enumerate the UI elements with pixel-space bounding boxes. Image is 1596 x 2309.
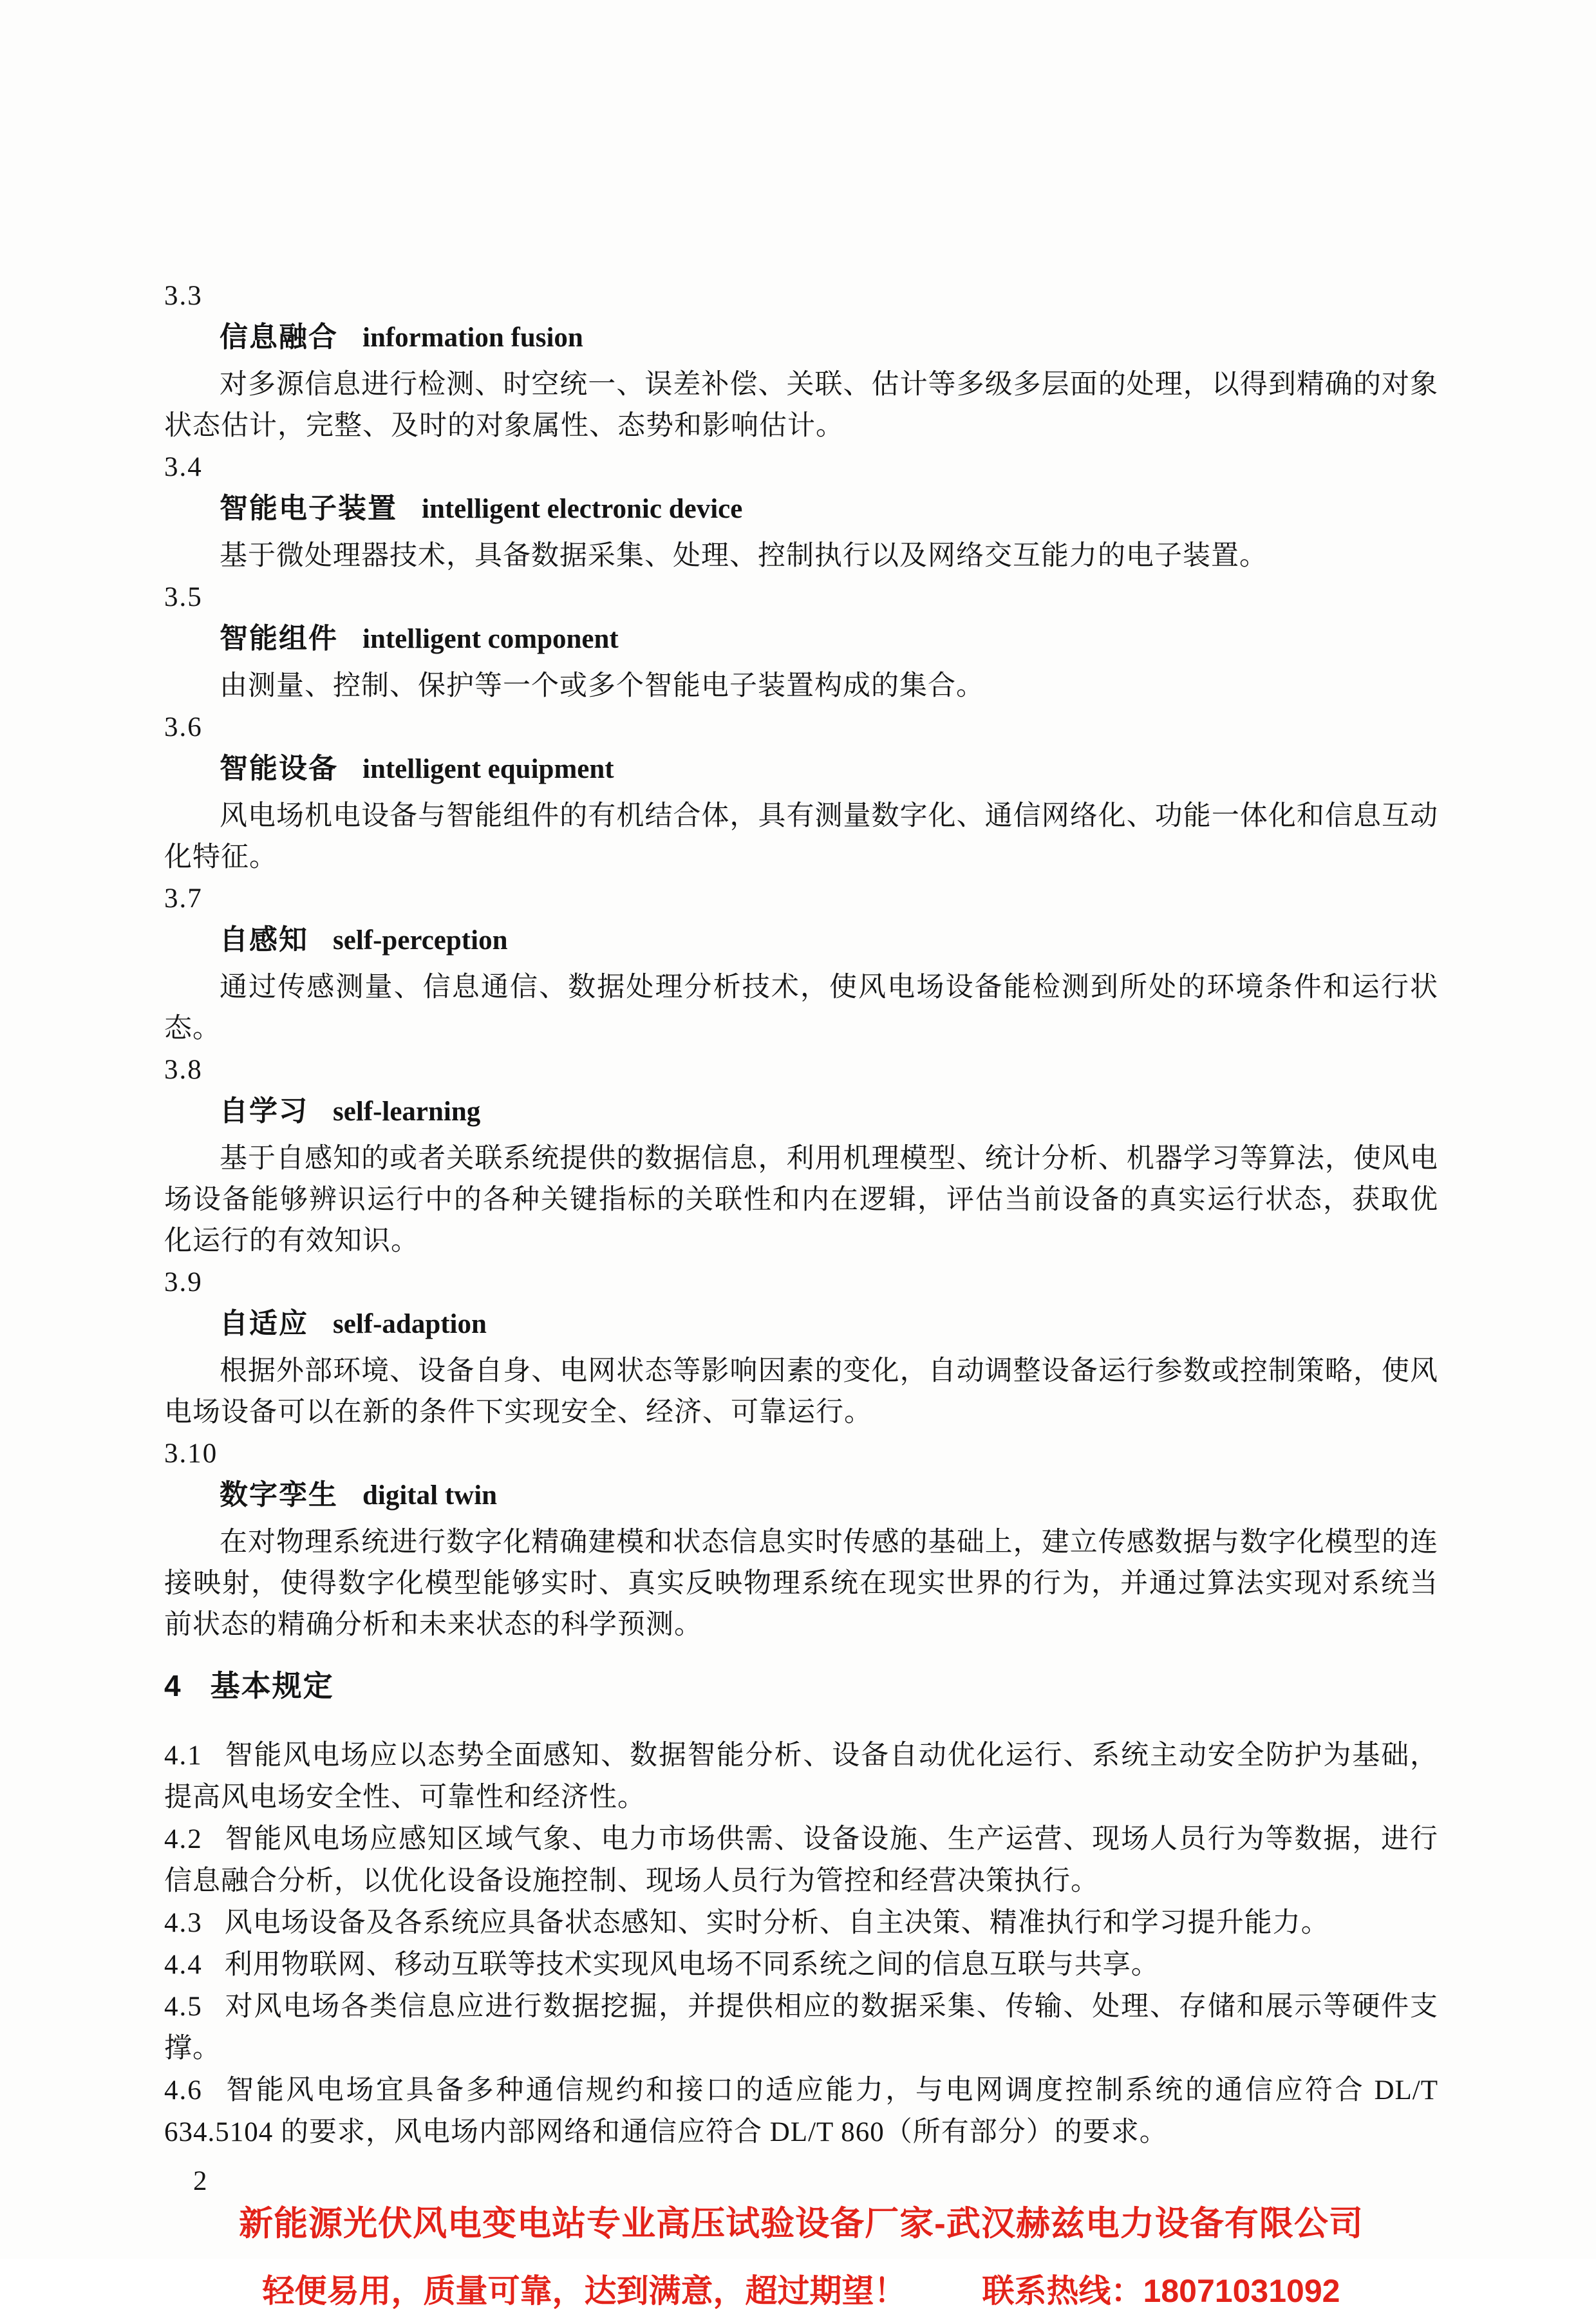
term-section-3-3 <box>164 276 1438 447</box>
clause-4-4 <box>164 1944 1438 1986</box>
term-definition: 在对物理系统进行数字化精确建模和状态信息实时传感的基础上，建立传感数据与数字化模型的连接映射，使得数字化模型能够实时、真实反映物理系统在现实世界的行为，并通过算法实现对系统当前状态的精确分析和未来状态的科学预测。 <box>164 1527 1438 1640</box>
term-en: self-adaption <box>333 1309 487 1339</box>
term-definition: 基于自感知的或者关联系统提供的数据信息，利用机理模型、统计分析、机器学习等算法，使风电场设备能够辨识运行中的各种关键指标的关联性和内在逻辑，评估当前设备的真实运行状态，获取优化运行的有效知识。 <box>164 1144 1438 1256</box>
term-en: intelligent equipment <box>362 754 614 784</box>
clause-text: 智能风电场应感知区域气象、电力市场供需、设备设施、生产运营、现场人员行为等数据，进行信息融合分析，以优化设备设施控制、现场人员行为管控和经营决策执行。 <box>164 1824 1438 1896</box>
section-number: 3.10 <box>164 1438 218 1469</box>
clause-number: 4.2 <box>164 1824 203 1854</box>
clause-number: 4.4 <box>164 1950 203 1980</box>
term-section-3-4 <box>164 447 1438 577</box>
footer-ad-company: 新能源光伏风电变电站专业高压试验设备厂家-武汉赫兹电力设备有限公司 <box>239 2205 1364 2243</box>
footer-ad-slogan: 轻便易用，质量可靠，达到满意，超过期望！ <box>262 2273 906 2309</box>
term-zh: 自适应 <box>220 1308 308 1339</box>
term-heading <box>164 488 1438 536</box>
term-section-3-10 <box>164 1433 1438 1646</box>
term-zh: 自感知 <box>220 924 308 956</box>
term-section-3-7 <box>164 878 1438 1050</box>
section-number: 3.4 <box>164 452 203 482</box>
chapter-title: 基本规定 <box>210 1669 334 1702</box>
term-section-3-5 <box>164 577 1438 707</box>
term-definition: 风电场机电设备与智能组件的有机结合体，具有测量数字化、通信网络化、功能一体化和信息互动化特征。 <box>164 801 1438 872</box>
term-heading <box>164 1475 1438 1522</box>
term-heading <box>164 618 1438 666</box>
clause-number: 4.3 <box>164 1908 203 1938</box>
section-number: 3.7 <box>164 883 203 914</box>
term-heading <box>164 1303 1438 1351</box>
term-section-3-6 <box>164 707 1438 878</box>
page-number: 2 <box>193 2166 207 2196</box>
term-heading <box>164 919 1438 967</box>
term-en: information fusion <box>362 323 583 353</box>
term-heading <box>164 317 1438 364</box>
term-zh: 智能电子装置 <box>220 493 397 524</box>
term-definition: 对多源信息进行检测、时空统一、误差补偿、关联、估计等多级多层面的处理，以得到精确的对象状态估计，完整、及时的对象属性、态势和影响估计。 <box>164 370 1438 441</box>
term-en: self-perception <box>333 925 508 956</box>
footer-ad <box>164 2205 1438 2309</box>
term-en: self-learning <box>333 1097 481 1127</box>
clause-number: 4.1 <box>164 1740 203 1771</box>
clause-text: 利用物联网、移动互联等技术实现风电场不同系统之间的信息互联与共享。 <box>224 1950 1159 1980</box>
term-definition: 基于微处理器技术，具备数据采集、处理、控制执行以及网络交互能力的电子装置。 <box>220 541 1268 571</box>
section-number: 3.9 <box>164 1267 203 1297</box>
term-heading <box>164 1091 1438 1138</box>
term-section-3-9 <box>164 1262 1438 1433</box>
clause-number: 4.5 <box>164 1992 203 2022</box>
term-en: digital twin <box>362 1480 498 1511</box>
term-section-3-8 <box>164 1050 1438 1262</box>
term-definition: 通过传感测量、信息通信、数据处理分析技术，使风电场设备能检测到所处的环境条件和运行状态。 <box>164 972 1438 1044</box>
clause-4-5 <box>164 1986 1438 2069</box>
term-zh: 智能组件 <box>220 623 338 654</box>
section-number: 3.5 <box>164 582 203 612</box>
clause-text: 风电场设备及各系统应具备状态感知、实时分析、自主决策、精准执行和学习提升能力。 <box>224 1908 1329 1938</box>
section-number: 3.3 <box>164 281 203 311</box>
term-definition: 根据外部环境、设备自身、电网状态等影响因素的变化，自动调整设备运行参数或控制策略，使风电场设备可以在新的条件下实现安全、经济、可靠运行。 <box>164 1356 1438 1428</box>
footer-ad-slogan-row <box>164 2273 1438 2309</box>
term-definition: 由测量、控制、保护等一个或多个智能电子装置构成的集合。 <box>220 671 984 701</box>
section-number: 3.6 <box>164 712 203 742</box>
term-zh: 信息融合 <box>220 321 338 353</box>
chapter-heading <box>164 1665 1438 1706</box>
clause-text: 智能风电场应以态势全面感知、数据智能分析、设备自动优化运行、系统主动安全防护为基础，提高风电场安全性、可靠性和经济性。 <box>164 1740 1438 1813</box>
footer-ad-hotline: 联系热线：18071031092 <box>982 2273 1340 2309</box>
term-en: intelligent component <box>362 624 619 654</box>
term-zh: 自学习 <box>220 1095 308 1127</box>
clause-text: 对风电场各类信息应进行数据挖掘，并提供相应的数据采集、传输、处理、存储和展示等硬件支撑。 <box>164 1992 1438 2064</box>
clause-4-6 <box>164 2069 1438 2153</box>
term-zh: 数字孪生 <box>220 1479 338 1511</box>
clause-4-1 <box>164 1735 1438 1818</box>
clause-4-3 <box>164 1902 1438 1944</box>
term-en: intelligent electronic device <box>422 494 743 524</box>
section-number: 3.8 <box>164 1055 203 1085</box>
term-zh: 智能设备 <box>220 753 338 784</box>
clause-number: 4.6 <box>164 2075 203 2106</box>
term-heading <box>164 748 1438 796</box>
clause-text: 智能风电场宜具备多种通信规约和接口的适应能力，与电网调度控制系统的通信应符合 DL/T 634.5104 的要求，风电场内部网络和通信应符合 DL/T 860（所有部分）的要求。 <box>164 2075 1438 2147</box>
clause-4-2 <box>164 1818 1438 1902</box>
chapter-number: 4 <box>164 1669 182 1702</box>
